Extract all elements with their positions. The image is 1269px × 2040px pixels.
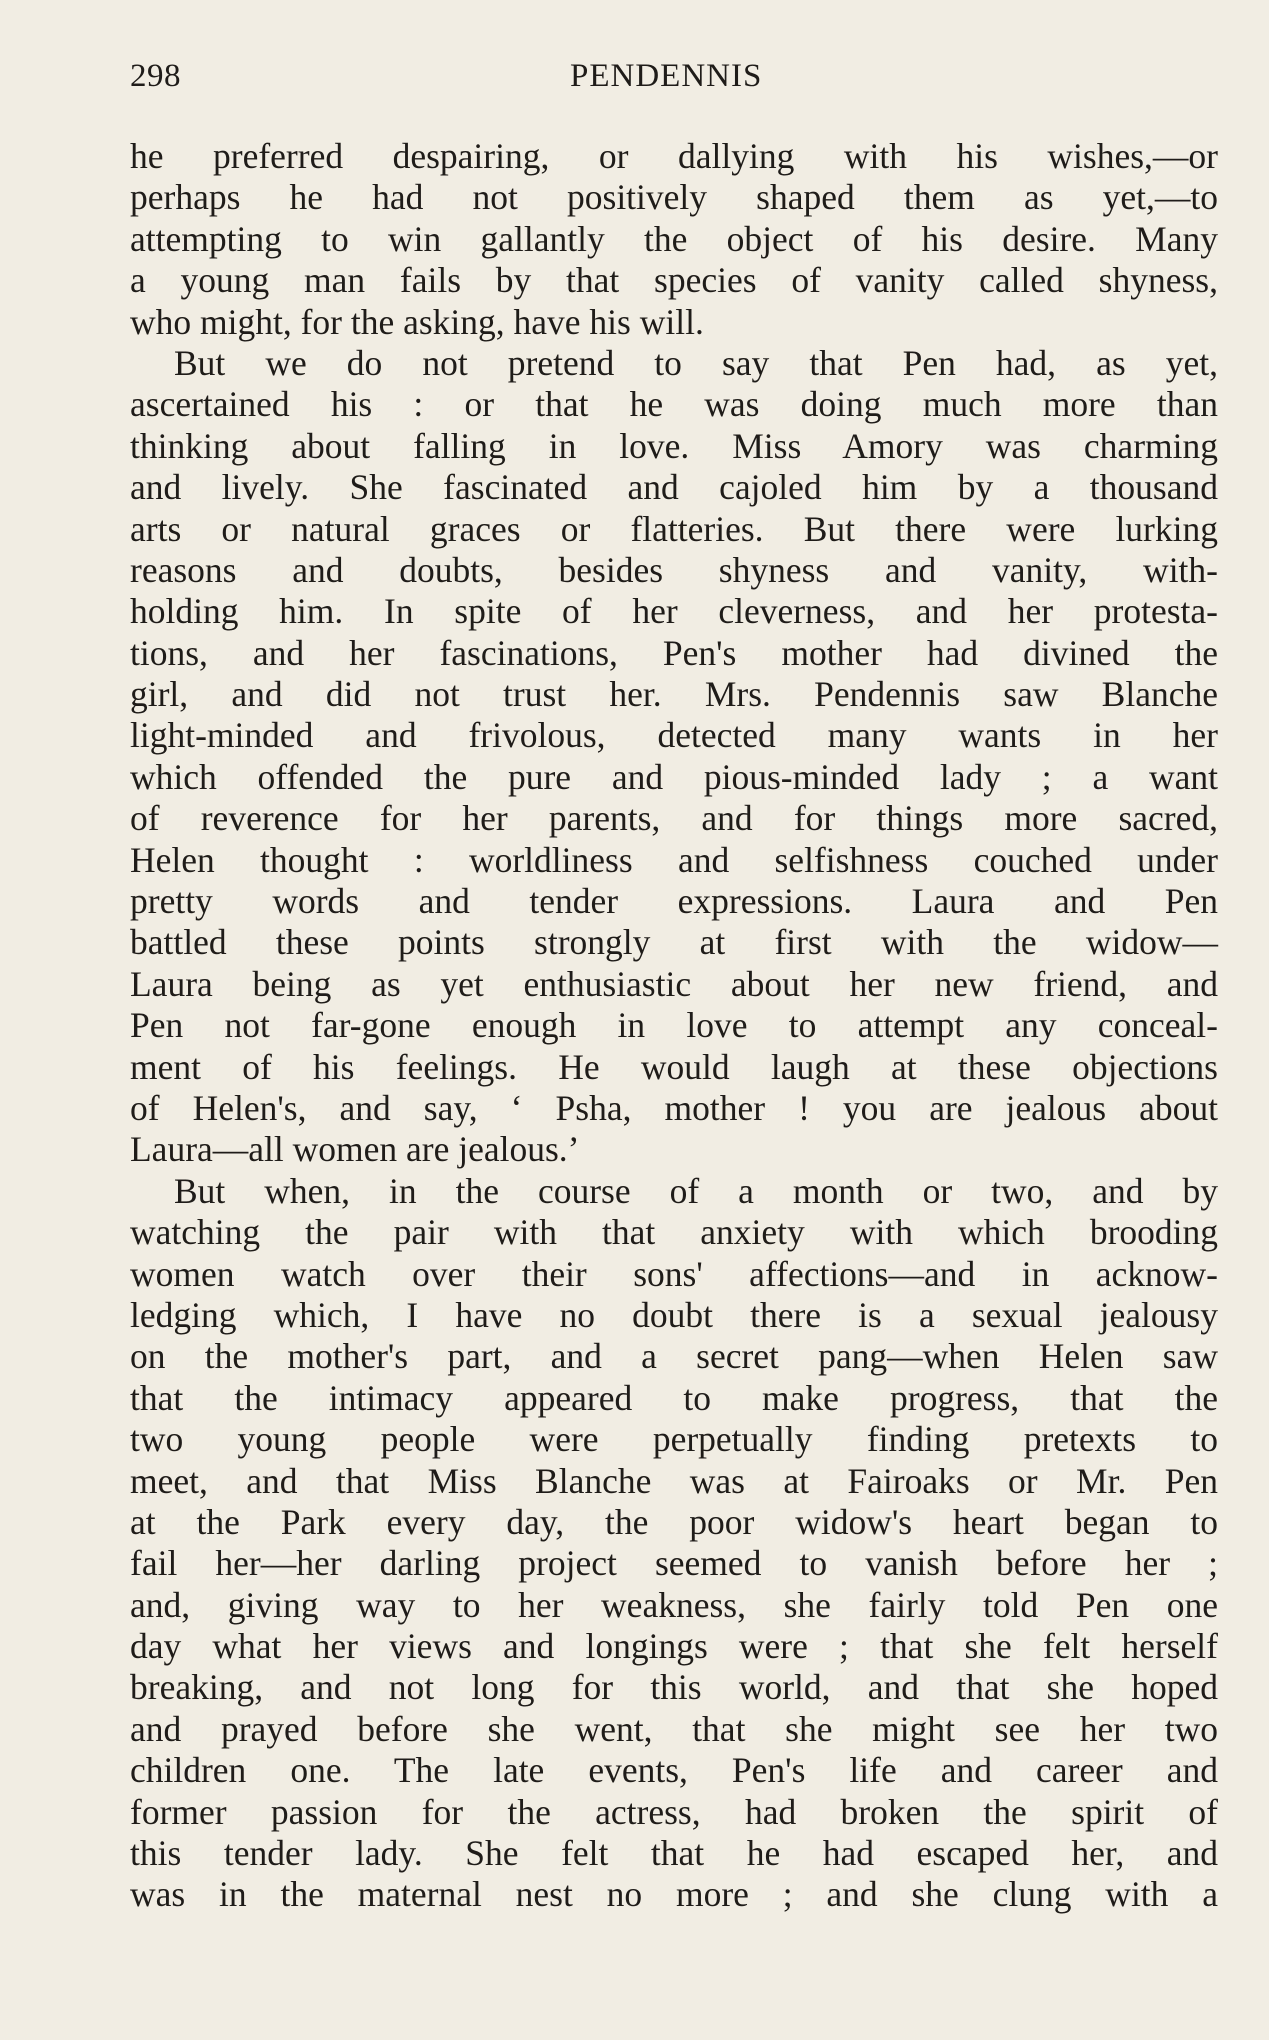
text-line: ascertained his : or that he was doing much more than [130,384,1218,425]
text-line: reasons and doubts, besides shyness and vanity, with- [130,549,1218,590]
text-line: ment of his feelings. He would laugh at these objections [130,1046,1218,1087]
text-line: meet, and that Miss Blanche was at Fairoaks or Mr. Pen [130,1460,1218,1501]
text-line: Laura being as yet enthusiastic about her new friend, and [130,963,1218,1004]
text-line: he preferred despairing, or dallying with his wishes,—or [130,136,1218,176]
text-line: on the mother's part, and a secret pang—when Helen saw [130,1336,1218,1377]
text-line: two young people were perpetually finding pretexts to [130,1419,1218,1460]
text-line: of reverence for her parents, and for things more sacred, [130,798,1218,839]
page-number: 298 [130,58,181,94]
text-line: and lively. She fascinated and cajoled him by a thousand [130,467,1218,508]
text-line: children one. The late events, Pen's life and career and [130,1750,1218,1791]
text-line: former passion for the actress, had broken the spirit of [130,1791,1218,1832]
text-line: battled these points strongly at first with the widow— [130,922,1218,963]
text-line: attempting to win gallantly the object of his desire. Many [130,218,1218,259]
text-line: and, giving way to her weakness, she fairly told Pen one [130,1584,1218,1625]
text-line: But when, in the course of a month or two, and by [174,1170,1218,1211]
text-line: Pen not far-gone enough in love to attempt any conceal- [130,1005,1218,1046]
text-line: tions, and her fascinations, Pen's mother had divined the [130,632,1218,673]
text-line: holding him. In spite of her cleverness, and her protesta- [130,591,1218,632]
text-line: which offended the pure and pious-minded lady ; a want [130,756,1218,797]
body-text [130,136,1218,1916]
text-line: light-minded and frivolous, detected many wants in her [130,715,1218,756]
page-header [130,58,1210,102]
text-line: girl, and did not trust her. Mrs. Pendennis saw Blanche [130,674,1218,715]
text-line: a young man fails by that species of vanity called shyness, [130,260,1218,301]
text-line: this tender lady. She felt that he had escaped her, and [130,1833,1218,1874]
text-line: of Helen's, and say, ‘ Psha, mother ! you are jealous about [130,1087,1218,1128]
text-line: breaking, and not long for this world, and that she hoped [130,1667,1218,1708]
text-line: But we do not pretend to say that Pen had, as yet, [174,342,1218,383]
text-line: fail her—her darling project seemed to vanish before her ; [130,1543,1218,1584]
text-line: that the intimacy appeared to make progress, that the [130,1377,1218,1418]
text-line: day what her views and longings were ; that she felt herself [130,1626,1218,1667]
text-line: thinking about falling in love. Miss Amory was charming [130,425,1218,466]
text-line: at the Park every day, the poor widow's heart began to [130,1501,1218,1542]
text-line: who might, for the asking, have his will. [130,301,704,342]
text-line: watching the pair with that anxiety with which brooding [130,1212,1218,1253]
text-line: and prayed before she went, that she might see her two [130,1708,1218,1749]
text-line: women watch over their sons' affections—and in acknow- [130,1253,1218,1294]
running-title: PENDENNIS [570,58,763,94]
text-line: perhaps he had not positively shaped them as yet,—to [130,177,1218,218]
text-line: arts or natural graces or flatteries. But there were lurking [130,508,1218,549]
text-line: ledging which, I have no doubt there is a sexual jealousy [130,1294,1218,1335]
text-line: Helen thought : worldliness and selfishness couched under [130,839,1218,880]
text-line: was in the maternal nest no more ; and she clung with a [130,1874,1218,1915]
text-line: Laura—all women are jealous.’ [130,1129,580,1170]
text-line: pretty words and tender expressions. Laura and Pen [130,881,1218,922]
